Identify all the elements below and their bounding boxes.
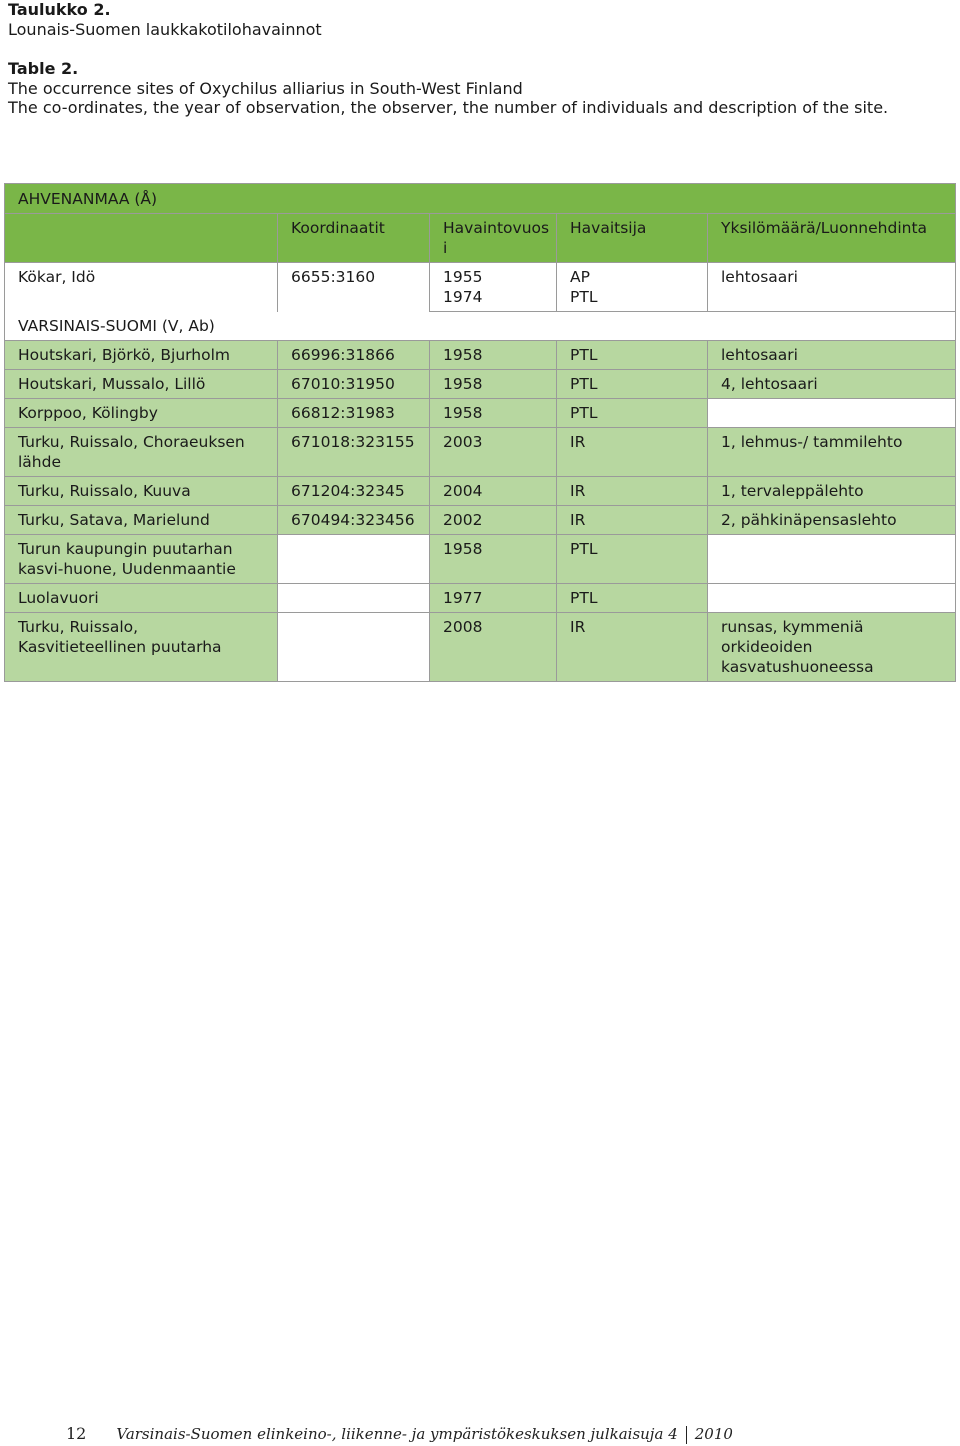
coord-cell xyxy=(278,613,430,682)
site-cell: Luolavuori xyxy=(5,584,278,613)
year-value: 1955 xyxy=(443,268,483,286)
observer-cell: PTL xyxy=(557,370,708,399)
region-label: AHVENANMAA (Å) xyxy=(5,184,956,214)
observer-cell: IR xyxy=(557,477,708,506)
observer-cell: PTL xyxy=(557,341,708,370)
site-cell: Turun kaupungin puutarhan kasvi-huone, Uudenmaantie xyxy=(5,535,278,584)
footer-divider xyxy=(686,1426,687,1444)
table-row xyxy=(5,370,956,399)
year-cell: 1977 xyxy=(430,584,557,613)
site-cell: Turku, Ruissalo, Kuuva xyxy=(5,477,278,506)
observer-cell: IR xyxy=(557,613,708,682)
table-row xyxy=(5,341,956,370)
site-cell: Houtskari, Björkö, Bjurholm xyxy=(5,341,278,370)
table-row xyxy=(5,584,956,613)
description-cell: 1, lehmus-/ tammilehto xyxy=(708,428,956,477)
coord-cell: 670494:323456 xyxy=(278,506,430,535)
table-row xyxy=(5,613,956,682)
caption-fi-title: Lounais-Suomen laukkakotilohavainnot xyxy=(8,20,322,39)
table-row xyxy=(5,263,956,312)
table-row xyxy=(5,506,956,535)
year-cell: 1958 xyxy=(430,535,557,584)
table-row xyxy=(5,428,956,477)
description-cell xyxy=(708,584,956,613)
header-observer: Havaitsija xyxy=(557,214,708,263)
region-row-varsinais-suomi xyxy=(5,312,956,341)
coord-cell xyxy=(278,535,430,584)
year-cell: 1958 xyxy=(430,399,557,428)
site-cell: Turku, Ruissalo, Kasvitieteellinen puutarha xyxy=(5,613,278,682)
caption-fi-label: Taulukko 2. xyxy=(8,0,111,19)
header-coordinates: Koordinaatit xyxy=(278,214,430,263)
coord-cell: 66812:31983 xyxy=(278,399,430,428)
observer-cell: IR xyxy=(557,506,708,535)
year-cell: 1958 xyxy=(430,370,557,399)
site-cell: Turku, Ruissalo, Choraeuksen lähde xyxy=(5,428,278,477)
year-cell: 1958 xyxy=(430,341,557,370)
table-row xyxy=(5,535,956,584)
coord-cell: 67010:31950 xyxy=(278,370,430,399)
description-cell: 2, pähkinäpensaslehto xyxy=(708,506,956,535)
observer-value: AP xyxy=(570,268,590,286)
series-year: 2010 xyxy=(694,1425,733,1443)
caption-en-label: Table 2. xyxy=(8,59,79,78)
year-cell: 2008 xyxy=(430,613,557,682)
year-cell: 2004 xyxy=(430,477,557,506)
page-number: 12 xyxy=(66,1424,87,1443)
description-cell xyxy=(708,535,956,584)
site-cell: Korppoo, Kölingby xyxy=(5,399,278,428)
header-row xyxy=(5,214,956,263)
year-cell xyxy=(430,263,557,312)
header-year: Havaintovuosi xyxy=(430,214,557,263)
observer-cell: PTL xyxy=(557,535,708,584)
region-label: VARSINAIS-SUOMI (V, Ab) xyxy=(5,312,956,341)
observer-value: PTL xyxy=(570,288,598,306)
description-cell: 4, lehtosaari xyxy=(708,370,956,399)
table-row xyxy=(5,477,956,506)
header-site xyxy=(5,214,278,263)
year-value: 1974 xyxy=(443,288,483,306)
caption-en-desc: The co-ordinates, the year of observation, the observer, the number of individuals and description of the site. xyxy=(8,98,889,117)
coord-cell xyxy=(278,584,430,613)
page-footer xyxy=(66,1424,733,1444)
coord-cell: 6655:3160 xyxy=(278,263,430,312)
year-cell: 2002 xyxy=(430,506,557,535)
observer-cell: PTL xyxy=(557,399,708,428)
description-cell: lehtosaari xyxy=(708,263,956,312)
series-title: Varsinais-Suomen elinkeino-, liikenne- ja ympäristökeskuksen julkaisuja xyxy=(116,1425,664,1443)
table-row xyxy=(5,399,956,428)
description-cell: lehtosaari xyxy=(708,341,956,370)
series-number: 4 xyxy=(668,1425,678,1443)
occurrence-table xyxy=(4,183,956,682)
observer-cell xyxy=(557,263,708,312)
site-cell: Turku, Satava, Marielund xyxy=(5,506,278,535)
site-cell: Houtskari, Mussalo, Lillö xyxy=(5,370,278,399)
observer-cell: PTL xyxy=(557,584,708,613)
coord-cell: 66996:31866 xyxy=(278,341,430,370)
observer-cell: IR xyxy=(557,428,708,477)
region-row-ahvenanmaa xyxy=(5,184,956,214)
coord-cell: 671204:32345 xyxy=(278,477,430,506)
coord-cell: 671018:323155 xyxy=(278,428,430,477)
header-description: Yksilömäärä/Luonnehdinta xyxy=(708,214,956,263)
caption-en-title: The occurrence sites of Oxychilus alliarius in South-West Finland xyxy=(8,79,523,98)
description-cell xyxy=(708,399,956,428)
description-cell: runsas, kymmeniä orkideoiden kasvatushuoneessa xyxy=(708,613,956,682)
description-cell: 1, tervaleppälehto xyxy=(708,477,956,506)
year-cell: 2003 xyxy=(430,428,557,477)
site-cell: Kökar, Idö xyxy=(5,263,278,312)
